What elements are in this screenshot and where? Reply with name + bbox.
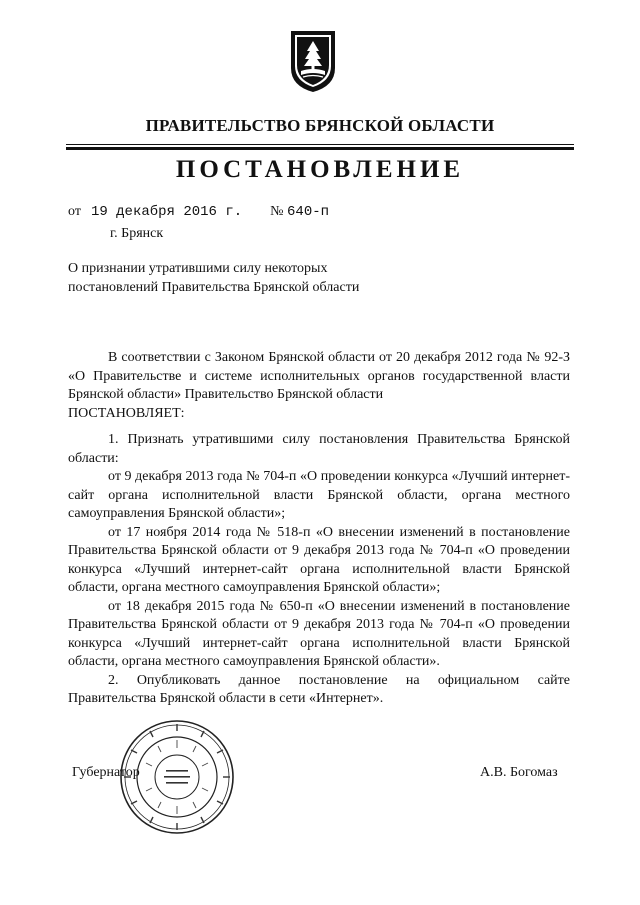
item-1-sub-2: от 17 ноября 2014 года № 518-п «О внесении изменений в постановление Правительства Брянской области от 9 декабря 2013 года № 704-п «О проведении конкурса «Лучший интернет-сайт органа исполнительной власти Брянской области, органа местного самоуправления Брянской области»; <box>68 524 570 595</box>
header-rule-thin <box>66 144 574 145</box>
document-date: 19 декабря 2016 г. <box>90 204 243 220</box>
item-2: 2. Опубликовать данное постановление на официальном сайте Правительства Брянской области в сети «Интернет». <box>68 672 570 706</box>
number-label: № <box>270 204 284 219</box>
date-prefix: от <box>68 204 81 219</box>
document-type-title: ПОСТАНОВЛЕНИЕ <box>175 156 465 183</box>
header-rule-thick <box>66 147 574 150</box>
body-intro-block <box>68 349 570 423</box>
decree-word: ПОСТАНОВЛЯЕТ: <box>68 405 185 421</box>
city: г. Брянск <box>110 226 164 241</box>
signature-name: А.В. Богомаз <box>480 765 558 780</box>
signature-position: Губернатор <box>72 765 140 780</box>
document-subject: О признании утратившими силу некоторых постановлений Правительства Брянской области <box>68 261 360 295</box>
body-intro: В соответствии с Законом Брянской области от 20 декабря 2012 года № 92-З «О Правительстве и системе исполнительных органов государственной власти Брянской области» Правительство Брянской области <box>68 350 570 402</box>
official-stamp-icon <box>108 718 246 836</box>
item-1: 1. Признать утратившими силу постановления Правительства Брянской области: <box>68 432 570 466</box>
item-1-sub-3: от 18 декабря 2015 года № 650-п «О внесении изменений в постановление Правительства Брянской области от 9 декабря 2013 года № 704-п «О проведении конкурса «Лучший интернет-сайт органа исполнительной власти Брянской области, органа местного самоуправления Брянской области». <box>68 598 570 669</box>
body-items-block <box>68 431 570 709</box>
item-1-sub-1: от 9 декабря 2013 года № 704-п «О проведении конкурса «Лучший интернет-сайт органа исполнительной власти Брянской области, органа местного самоуправления Брянской области»; <box>68 469 570 521</box>
coat-of-arms-icon <box>288 28 338 94</box>
government-title: ПРАВИТЕЛЬСТВО БРЯНСКОЙ ОБЛАСТИ <box>145 116 495 135</box>
document-number: 640-п <box>287 204 330 220</box>
date-number-line <box>68 204 329 220</box>
